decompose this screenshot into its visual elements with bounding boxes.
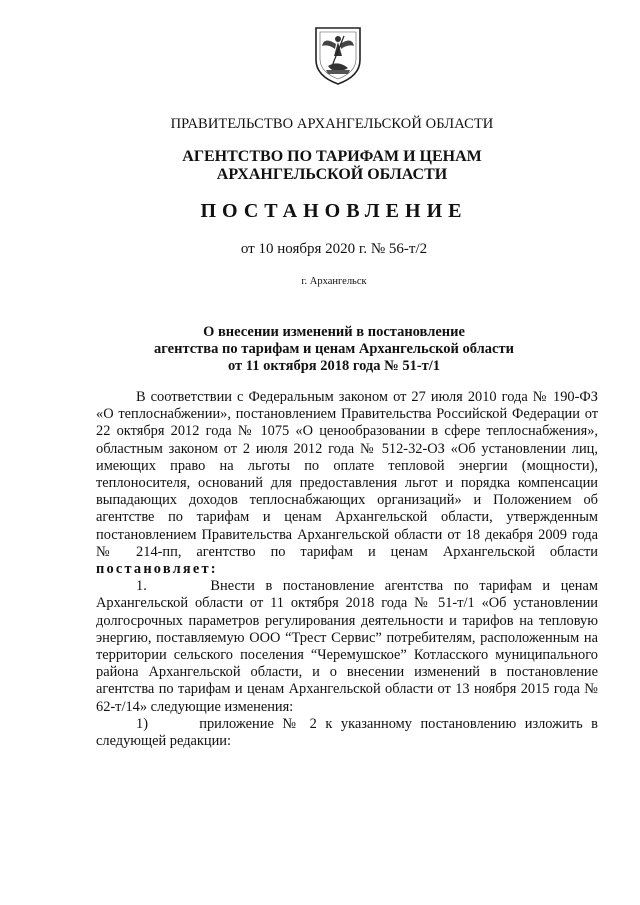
subject-line-2: агентства по тарифам и ценам Архангельской области [154, 341, 514, 357]
agency-name-line-2: АРХАНГЕЛЬСКОЙ ОБЛАСТИ [216, 166, 448, 183]
item-1-paragraph [96, 578, 598, 716]
item-1-number: 1. [136, 578, 147, 595]
agency-name-line-1: АГЕНТСТВО ПО ТАРИФАМ И ЦЕНАМ [182, 148, 482, 165]
sub-item-1-paragraph [96, 716, 598, 750]
preamble-text: В соответствии с Федеральным законом от 27 июля 2010 года № 190-ФЗ «О теплоснабжении», постановлением Правительства Российской Федерации от 22 октября 2012 года № 1075 «О ценообразовании в сфере теплоснабжения», областным законом от 2 июля 2012 года № 512-32-ОЗ «Об установлении лиц, имеющих право на льготы по оплате тепловой энергии (мощности), теплоносителя, оснований для предоставления льгот и порядка компенсации выпадающих доходов теплоснабжающих организаций» и Положением об агентстве по тарифам и ценам Архангельской области, утвержденным постановлением Правительства Архангельской области от 18 декабря 2009 года № 214-пп, агентство по тарифам и ценам Архангельской области [96, 389, 598, 560]
document-subject [0, 324, 640, 375]
government-name: ПРАВИТЕЛЬСТВО АРХАНГЕЛЬСКОЙ ОБЛАСТИ [170, 116, 494, 132]
document-date-number: от 10 ноября 2020 г. № 56-т/2 [240, 241, 428, 257]
resolves-keyword: постановляет: [96, 561, 218, 578]
agency-name [0, 148, 640, 184]
subject-line-3: от 11 октября 2018 года № 51-т/1 [227, 358, 441, 374]
document-body [96, 389, 598, 750]
coat-of-arms-icon [312, 22, 364, 86]
document-type-title: ПОСТАНОВЛЕНИЕ [200, 200, 468, 222]
preamble-paragraph [96, 389, 598, 578]
sub-item-1-text: приложение № 2 к указанному постановлению изложить в следующей редакции: [96, 715, 598, 750]
subject-line-1: О внесении изменений в постановление [203, 324, 465, 340]
document-city: г. Архангельск [301, 276, 367, 287]
sub-item-1-number: 1) [136, 715, 148, 732]
item-1-text: Внести в постановление агентства по тарифам и ценам Архангельской области от 11 октября 2018 года № 51-т/1 «Об установлении долгосрочных параметров регулирования деятельности и тарифов на тепловую энергию, поставляемую ООО “Трест Сервис” потребителям, расположенным на территории сельского поселения “Черемушское” Котласского муниципального района Архангельской области, и о внесении изменений в постановление агентства по тарифам и ценам Архангельской области от 13 ноября 2015 года № 62-т/14» следующие изменения: [96, 578, 598, 715]
